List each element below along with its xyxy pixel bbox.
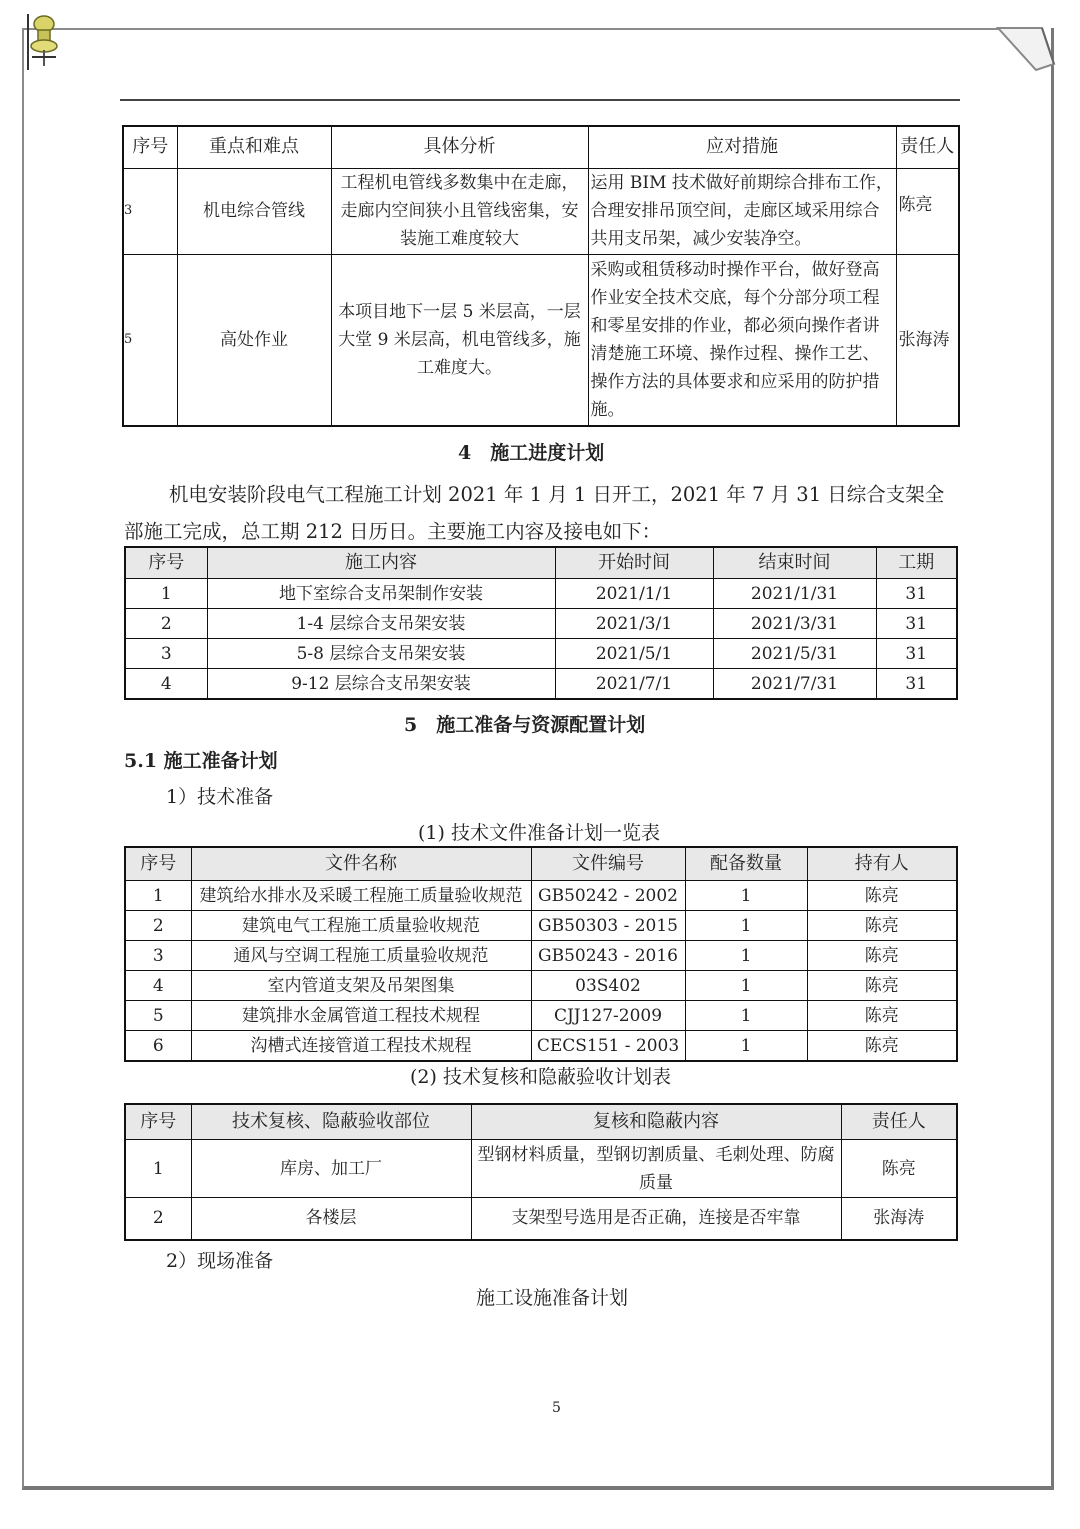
risk-person: 陈亮 xyxy=(896,168,959,254)
cell: 4 xyxy=(125,669,207,700)
header-cell: 应对措施 xyxy=(588,126,896,168)
cell: 2 xyxy=(125,911,191,941)
cell: 陈亮 xyxy=(807,971,957,1001)
cell: 陈亮 xyxy=(841,1140,957,1198)
cell: 31 xyxy=(876,669,957,700)
risk-measure: 采购或租赁移动时操作平台，做好登高作业安全技术交底，每个分部分项工程和零星安排的作业，都必须向操作者讲清楚施工环境、操作过程、操作工艺、操作方法的具体要求和应采用的防护措施。 xyxy=(588,254,896,426)
cell: 2021/7/1 xyxy=(555,669,713,700)
header-cell: 配备数量 xyxy=(685,847,807,881)
pushpin-icon xyxy=(24,12,64,72)
cell: 陈亮 xyxy=(807,1031,957,1062)
cell: 4 xyxy=(125,971,191,1001)
tech-prep-item: 1）技术准备 xyxy=(166,786,274,808)
cell: 各楼层 xyxy=(191,1198,471,1240)
cell: 1 xyxy=(685,1031,807,1062)
table-header-row xyxy=(125,847,957,881)
table-row xyxy=(125,639,957,669)
table-row xyxy=(125,669,957,700)
page-curl-icon xyxy=(996,26,1056,74)
row-number: 5 xyxy=(123,254,177,426)
cell: 1 xyxy=(685,971,807,1001)
review-table-caption: (2) 技术复核和隐蔽验收计划表 xyxy=(410,1066,671,1088)
cell: 2021/1/31 xyxy=(713,579,876,609)
cell: 3 xyxy=(125,639,207,669)
cell: 陈亮 xyxy=(807,1001,957,1031)
cell: 建筑给水排水及采暖工程施工质量验收规范 xyxy=(191,881,531,911)
table-header-row xyxy=(125,547,957,579)
cell: 陈亮 xyxy=(807,941,957,971)
risk-point: 高处作业 xyxy=(177,254,331,426)
cell: 1 xyxy=(685,1001,807,1031)
schedule-table xyxy=(124,546,958,700)
table-row xyxy=(125,579,957,609)
header-cell: 开始时间 xyxy=(555,547,713,579)
header-cell: 序号 xyxy=(123,126,177,168)
cell: 2021/3/31 xyxy=(713,609,876,639)
risk-person: 张海涛 xyxy=(896,254,959,426)
table-row xyxy=(123,254,959,426)
cell: 2021/5/1 xyxy=(555,639,713,669)
section-4-paragraph: 机电安装阶段电气工程施工计划 2021 年 1 月 1 日开工，2021 年 7 月 31 日综合支架全部施工完成，总工期 212 日历日。主要施工内容及接电如下： xyxy=(124,483,945,543)
section-5-heading: 5 施工准备与资源配置计划 xyxy=(404,714,646,736)
cell: 2021/5/31 xyxy=(713,639,876,669)
header-cell: 具体分析 xyxy=(331,126,588,168)
header-cell: 工期 xyxy=(876,547,957,579)
table-row xyxy=(125,1198,957,1240)
cell: 库房、加工厂 xyxy=(191,1140,471,1198)
cell: 5 xyxy=(125,1001,191,1031)
table-row xyxy=(125,1001,957,1031)
table-header-row xyxy=(125,1104,957,1140)
cell: GB50303 - 2015 xyxy=(531,911,685,941)
cell: 1 xyxy=(125,881,191,911)
review-table xyxy=(124,1103,958,1241)
table-row xyxy=(125,971,957,1001)
cell: 支架型号选用是否正确，连接是否牢靠 xyxy=(471,1198,841,1240)
header-cell: 序号 xyxy=(125,1104,191,1140)
cell: 1 xyxy=(685,911,807,941)
table-row xyxy=(125,1031,957,1062)
cell: CJJ127-2009 xyxy=(531,1001,685,1031)
cell: 9-12 层综合支吊架安装 xyxy=(207,669,555,700)
cell: 2021/3/1 xyxy=(555,609,713,639)
section-4-heading: 4 施工进度计划 xyxy=(458,442,605,464)
cell: 31 xyxy=(876,639,957,669)
cell: 建筑电气工程施工质量验收规范 xyxy=(191,911,531,941)
site-prep-item: 2）现场准备 xyxy=(166,1250,274,1272)
cell: 31 xyxy=(876,609,957,639)
table-row xyxy=(125,881,957,911)
table-row xyxy=(125,1140,957,1198)
cell: 建筑排水金属管道工程技术规程 xyxy=(191,1001,531,1031)
cell: 1 xyxy=(125,1140,191,1198)
cell: 陈亮 xyxy=(807,881,957,911)
cell: 1 xyxy=(685,881,807,911)
cell: 1 xyxy=(685,941,807,971)
cell: 陈亮 xyxy=(807,911,957,941)
header-cell: 复核和隐蔽内容 xyxy=(471,1104,841,1140)
cell: 2021/1/1 xyxy=(555,579,713,609)
cell: GB50243 - 2016 xyxy=(531,941,685,971)
cell: 2 xyxy=(125,609,207,639)
header-cell: 文件编号 xyxy=(531,847,685,881)
risk-table xyxy=(122,125,960,427)
cell: 通风与空调工程施工质量验收规范 xyxy=(191,941,531,971)
docs-table xyxy=(124,846,958,1062)
cell: 沟槽式连接管道工程技术规程 xyxy=(191,1031,531,1062)
header-cell: 序号 xyxy=(125,847,191,881)
docs-table-caption: (1) 技术文件准备计划一览表 xyxy=(418,822,660,844)
paper-top-edge xyxy=(22,28,1007,30)
header-cell: 结束时间 xyxy=(713,547,876,579)
header-rule xyxy=(120,99,960,101)
header-cell: 重点和难点 xyxy=(177,126,331,168)
header-cell: 持有人 xyxy=(807,847,957,881)
cell: 地下室综合支吊架制作安装 xyxy=(207,579,555,609)
cell: 3 xyxy=(125,941,191,971)
cell: 5-8 层综合支吊架安装 xyxy=(207,639,555,669)
header-cell: 责任人 xyxy=(896,126,959,168)
table-header-row xyxy=(123,126,959,168)
cell: 型钢材料质量，型钢切割质量、毛刺处理、防腐质量 xyxy=(471,1140,841,1198)
risk-measure: 运用 BIM 技术做好前期综合排布工作，合理安排吊顶空间，走廊区域采用综合共用支吊架，减少安装净空。 xyxy=(588,168,896,254)
facility-plan-caption: 施工设施准备计划 xyxy=(476,1287,629,1309)
risk-analysis: 工程机电管线多数集中在走廊，走廊内空间狭小且管线密集，安装施工难度较大 xyxy=(331,168,588,254)
cell: 室内管道支架及吊架图集 xyxy=(191,971,531,1001)
page-number: 5 xyxy=(552,1400,561,1416)
risk-analysis: 本项目地下一层 5 米层高，一层大堂 9 米层高，机电管线多，施工难度大。 xyxy=(331,254,588,426)
row-number: 3 xyxy=(123,168,177,254)
cell: GB50242 - 2002 xyxy=(531,881,685,911)
table-row xyxy=(125,941,957,971)
table-row xyxy=(125,911,957,941)
header-cell: 施工内容 xyxy=(207,547,555,579)
table-row xyxy=(123,168,959,254)
header-cell: 文件名称 xyxy=(191,847,531,881)
table-row xyxy=(125,609,957,639)
cell: 31 xyxy=(876,579,957,609)
cell: 2 xyxy=(125,1198,191,1240)
header-cell: 技术复核、隐蔽验收部位 xyxy=(191,1104,471,1140)
header-cell: 责任人 xyxy=(841,1104,957,1140)
cell: 6 xyxy=(125,1031,191,1062)
cell: 03S402 xyxy=(531,971,685,1001)
cell: CECS151 - 2003 xyxy=(531,1031,685,1062)
section-5-1-heading: 5.1 施工准备计划 xyxy=(124,750,278,772)
cell: 张海涛 xyxy=(841,1198,957,1240)
cell: 1-4 层综合支吊架安装 xyxy=(207,609,555,639)
cell: 2021/7/31 xyxy=(713,669,876,700)
risk-point: 机电综合管线 xyxy=(177,168,331,254)
cell: 1 xyxy=(125,579,207,609)
header-cell: 序号 xyxy=(125,547,207,579)
